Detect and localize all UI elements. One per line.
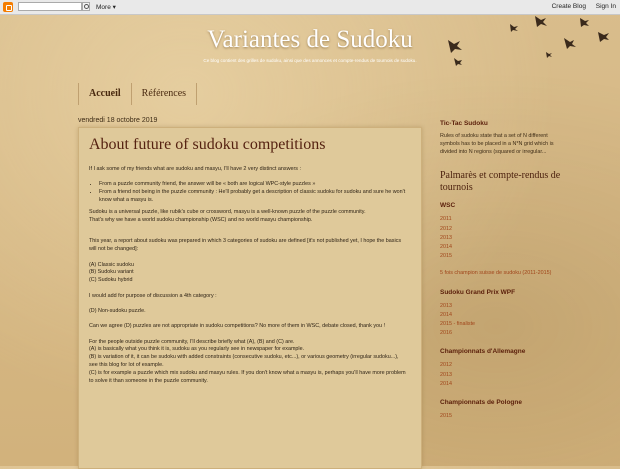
post-paragraph: (A) is basically what you think it is, sudoku as you regularly see in newspaper for example. <box>89 346 305 353</box>
sidebar-section-wsc <box>440 202 562 278</box>
blogger-navbar <box>0 0 620 15</box>
post-body <box>89 166 407 393</box>
post-paragraph: Can we agree (D) puzzles are not appropriate in sudoku competitions? No more of them in WSC, debate closed, thank you ! <box>89 323 386 330</box>
tab-accueil[interactable]: Accueil <box>79 83 132 105</box>
section-title: WSC <box>440 202 456 210</box>
post-paragraph: (D) Non-sudoku puzzle. <box>89 307 146 314</box>
post-paragraph: This year, a report about sudoku was prepared in which 3 categories of sudoku are defined [it's not published yet, I hope the basics will not be changed]: <box>89 238 402 253</box>
list-item: (A) Classic sudoku <box>89 261 134 268</box>
search-icon <box>84 4 89 9</box>
sidebar-link[interactable]: 2015 <box>440 253 452 260</box>
sidebar-link[interactable]: 2011 <box>440 216 452 223</box>
list-item: (C) Sudoku hybrid <box>89 277 133 284</box>
post-paragraph: Sudoku is a universal puzzle, like rubik's cube or crossword, masyu is a well-known puzzle of the puzzle community. <box>89 208 366 215</box>
post-title[interactable]: About future of sudoku competitions <box>89 136 326 153</box>
sidebar-link[interactable]: 2013 <box>440 302 452 309</box>
sidebar-link[interactable]: 2013 <box>440 234 452 241</box>
blog-description: Ce blog contient des grilles de sudoku, ainsi que des annonces et compte-rendus de tournois de sudoku. <box>203 58 417 63</box>
sidebar-link[interactable]: 2013 <box>440 371 452 378</box>
section-title: Sudoku Grand Prix WPF <box>440 288 516 296</box>
blogger-logo-icon[interactable] <box>3 2 13 12</box>
blog-title[interactable]: Variantes de Sudoku <box>207 26 413 53</box>
tictac-title[interactable]: Tic-Tac Sudoku <box>440 120 488 127</box>
tab-references[interactable]: Références <box>132 83 197 105</box>
post-paragraph: (C) is for example a puzzle which mix sudoku and masyu rules. If you don't know what a masyu is, perhaps you'll have more problem to solve it than someone in the puzzle community. <box>89 369 406 384</box>
sidebar-link[interactable]: 2016 <box>440 330 452 337</box>
sidebar-link[interactable]: 2015 - finaliste <box>440 320 476 327</box>
search-input[interactable] <box>18 2 82 11</box>
page-tabs <box>78 83 197 105</box>
sidebar-section-pologne <box>440 399 562 421</box>
section-title: Championnats de Pologne <box>440 398 522 406</box>
search-button[interactable] <box>82 2 90 11</box>
post-paragraph: For the people outside puzzle community, I'll describe briefly what (A), (B) and (C) are. <box>89 338 295 345</box>
more-menu[interactable]: More ▾ <box>96 4 116 11</box>
section-title: Championnats d'Allemagne <box>440 348 526 356</box>
list-item: • From a friend not being in the puzzle community : He'll probably get a description of classic sudoku for sudoku and sure he won't know what a masyu is. <box>99 189 407 205</box>
sidebar-link[interactable]: 2015 <box>440 412 452 419</box>
sidebar <box>440 120 562 431</box>
post-paragraph: I would add for purpose of discussion a 4th category : <box>89 292 217 299</box>
post-paragraph: That's why we have a world sudoku championship (WSC) and no world masyu championship. <box>89 216 313 223</box>
blog-post <box>78 127 422 469</box>
sidebar-link[interactable]: 2012 <box>440 362 452 369</box>
list-item: (B) Sudoku variant <box>89 269 134 276</box>
sign-in-link[interactable]: Sign In <box>595 3 616 10</box>
sidebar-section-allemagne <box>440 348 562 389</box>
sidebar-link[interactable]: 2014 <box>440 244 452 251</box>
post-paragraph: (B) is variation of it, it can be sudoku with added constraints (consecutive sudoku, etc...), or various geometry (irregular sudoku...), see this blog for lot of example. <box>89 354 399 369</box>
create-blog-link[interactable]: Create Blog <box>551 3 586 10</box>
post-paragraph: If I ask some of my friends what are sudoku and masyu, I'll have 2 very distinct answers : <box>89 166 301 172</box>
palmares-title: Palmarès et compte-rendus de tournois <box>440 170 561 193</box>
sidebar-link[interactable]: 2012 <box>440 225 452 232</box>
sidebar-link[interactable]: 2014 <box>440 380 452 387</box>
tictac-text: Rules of sudoku state that a set of N different symbols has to be placed in a N*N grid which is divided into N regions (squared or irregular... <box>440 133 554 155</box>
sidebar-link[interactable]: 5 fois champion suisse de sudoku (2011-2015) <box>440 270 552 277</box>
list-item: • From a puzzle community friend, the answer will be « both are logical WPC-style puzzles » <box>99 181 407 189</box>
sidebar-link[interactable]: 2014 <box>440 311 452 318</box>
post-date: vendredi 18 octobre 2019 <box>78 117 158 124</box>
sidebar-section-grand-prix <box>440 289 562 339</box>
